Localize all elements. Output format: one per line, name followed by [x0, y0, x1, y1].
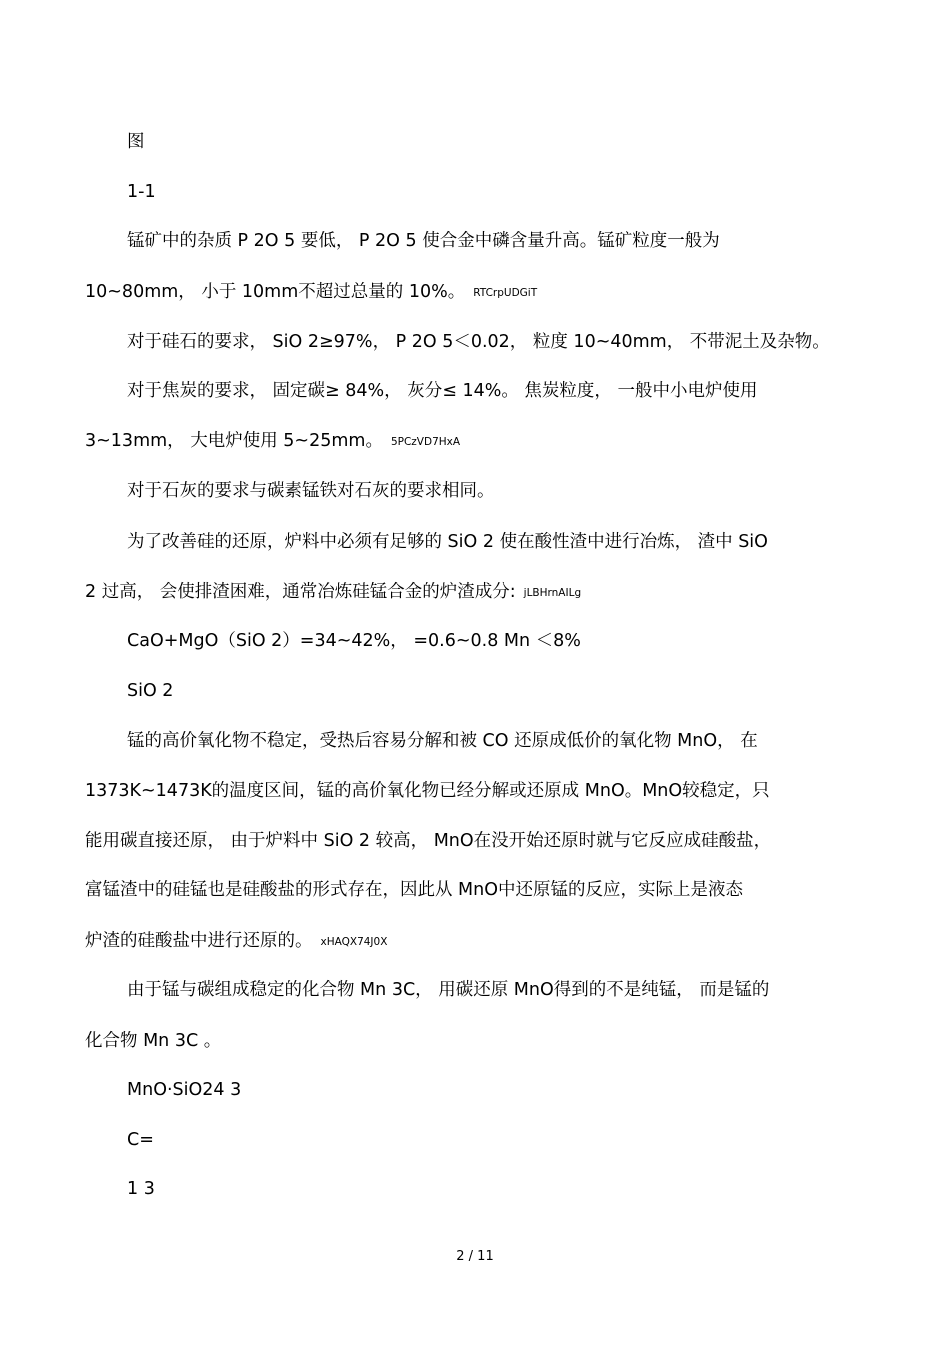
- text-line: [127, 180, 156, 204]
- text-line-content: 为了改善硅的还原，炉料中必须有足够的 SiO 2 使在酸性渣中进行冶炼， 渣中 SiO: [127, 532, 768, 552]
- text-line: [127, 1177, 155, 1201]
- text-line-content: 锰的高价氧化物不稳定，受热后容易分解和被 CO 还原成低价的氧化物 MnO， 在: [127, 731, 758, 751]
- text-line: [85, 580, 581, 606]
- text-line-content: 1-1: [127, 182, 156, 202]
- text-line-content: 图: [127, 132, 145, 152]
- text-line: [85, 429, 460, 455]
- text-line: [127, 978, 769, 1002]
- text-line: [85, 779, 770, 803]
- page-number: 2 / 11: [456, 1249, 494, 1264]
- watermark-code: 5PCzVD7HxA: [390, 436, 461, 448]
- text-line: [127, 530, 768, 554]
- watermark-code: jLBHrnAILg: [523, 587, 582, 599]
- text-line-content: 对于焦炭的要求， 固定碳≥ 84%， 灰分≤ 14%。 焦炭粒度， 一般中小电炉使用: [127, 381, 758, 401]
- watermark-code: xHAQX74J0X: [320, 936, 388, 948]
- text-line: [85, 929, 387, 955]
- text-line: [127, 1078, 241, 1102]
- text-line: [85, 829, 771, 853]
- text-line: [127, 629, 581, 653]
- text-line-content: 1 3: [127, 1179, 155, 1199]
- text-line: [85, 878, 743, 902]
- text-line-content: 化合物 Mn 3C 。: [85, 1031, 222, 1051]
- text-line: [85, 280, 537, 306]
- text-line-content: 炉渣的硅酸盐中进行还原的。: [85, 931, 313, 951]
- text-line: [127, 330, 830, 354]
- text-line: [85, 1029, 221, 1053]
- text-line-content: 锰矿中的杂质 P 2O 5 要低， P 2O 5 使合金中磷含量升高。锰矿粒度一般为: [127, 231, 720, 251]
- text-line-content: 能用碳直接还原， 由于炉料中 SiO 2 较高， MnO在没开始还原时就与它反应成硅酸盐，: [85, 831, 772, 851]
- text-line: [127, 1128, 154, 1152]
- text-line-content: 3~13mm， 大电炉使用 5~25mm。: [85, 431, 383, 451]
- text-line: [127, 379, 758, 403]
- text-line-content: 2 过高， 会使排渣困难，通常冶炼硅锰合金的炉渣成分:: [85, 582, 516, 602]
- text-line-content: C=: [127, 1130, 154, 1150]
- text-line-content: 1373K~1473K的温度区间，锰的高价氧化物已经分解或还原成 MnO。MnO较稳定，只: [85, 781, 770, 801]
- text-line-content: 由于锰与碳组成稳定的化合物 Mn 3C， 用碳还原 MnO得到的不是纯锰， 而是锰的: [127, 980, 770, 1000]
- text-line: [127, 229, 720, 253]
- text-line-content: 10~80mm， 小于 10mm不超过总量的 10%。: [85, 282, 466, 302]
- text-line: [127, 479, 495, 503]
- text-line-content: SiO 2: [127, 681, 174, 701]
- text-line-content: 富锰渣中的硅锰也是硅酸盐的形式存在，因此从 MnO中还原锰的反应，实际上是液态: [85, 880, 744, 900]
- watermark-code: RTCrpUDGiT: [473, 287, 538, 299]
- text-line: [127, 130, 145, 154]
- text-line-content: 对于硅石的要求， SiO 2≥97%， P 2O 5＜0.02， 粒度 10~40mm， 不带泥土及杂物。: [127, 332, 830, 352]
- text-line-content: 对于石灰的要求与碳素锰铁对石灰的要求相同。: [127, 481, 495, 501]
- text-line: [127, 679, 173, 703]
- text-line: [127, 729, 758, 753]
- text-line-content: MnO·SiO24 3: [127, 1080, 242, 1100]
- text-line-content: CaO+MgO（SiO 2）=34~42%， =0.6~0.8 Mn ＜8%: [127, 631, 581, 651]
